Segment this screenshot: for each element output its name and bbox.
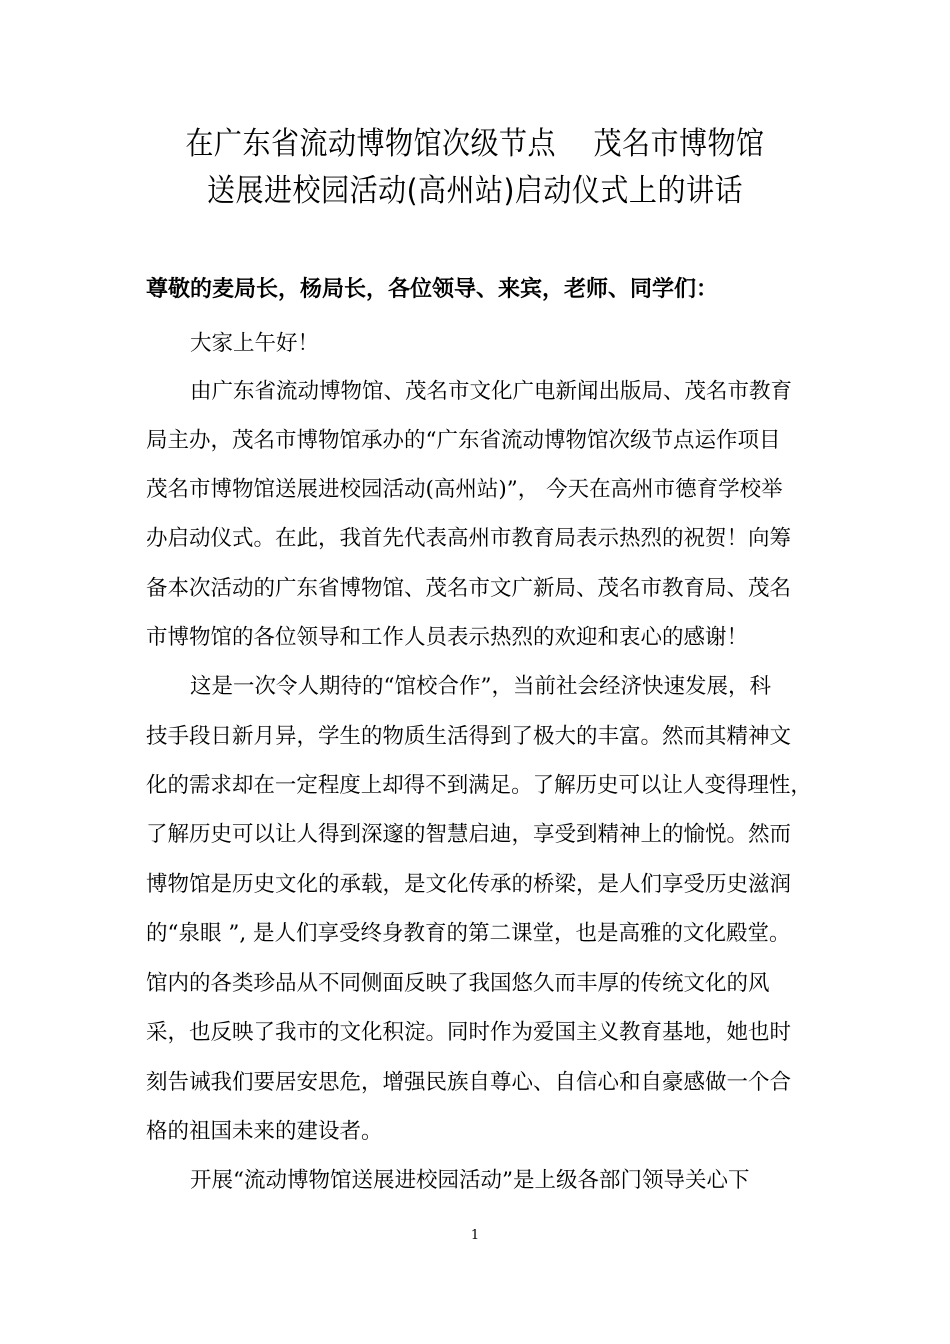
document-title-line-2: 送展进校园活动(高州站)启动仪式上的讲话 bbox=[207, 173, 743, 209]
body-line: 局主办，茂名市博物馆承办的“广东省流动博物馆次级节点运作项目 bbox=[146, 428, 781, 453]
body-line: 技手段日新月异，学生的物质生活得到了极大的丰富。然而其精神文 bbox=[146, 724, 792, 749]
salutation: 尊敬的麦局长，杨局长，各位领导、来宾，老师、同学们： bbox=[146, 277, 719, 302]
body-line: 格的祖国未来的建设者。 bbox=[146, 1119, 383, 1144]
body-line: 大家上午好！ bbox=[190, 331, 320, 356]
body-line: 办启动仪式。在此，我首先代表高州市教育局表示热烈的祝贺！向筹 bbox=[146, 526, 792, 551]
page-number: 1 bbox=[470, 1228, 480, 1243]
body-line: 由广东省流动博物馆、茂名市文化广电新闻出版局、茂名市教育 bbox=[190, 379, 793, 404]
body-line: 刻告诫我们要居安思危，增强民族自尊心、自信心和自豪感做一个合 bbox=[146, 1070, 792, 1095]
body-line: 茂名市博物馆送展进校园活动(高州站)”， 今天在高州市德育学校举 bbox=[146, 477, 783, 502]
body-line: 这是一次令人期待的“馆校合作”，当前社会经济快速发展，科 bbox=[190, 674, 771, 699]
body-line: 开展“流动博物馆送展进校园活动”是上级各部门领导关心下 bbox=[190, 1168, 750, 1193]
body-line: 备本次活动的广东省博物馆、茂名市文广新局、茂名市教育局、茂名 bbox=[146, 576, 792, 601]
body-line: 的“泉眼 ”, 是人们享受终身教育的第二课堂，也是高雅的文化殿堂。 bbox=[146, 921, 791, 946]
body-line: 博物馆是历史文化的承载，是文化传承的桥梁，是人们享受历史滋润 bbox=[146, 872, 792, 897]
body-line: 采，也反映了我市的文化积淀。同时作为爱国主义教育基地，她也时 bbox=[146, 1020, 792, 1045]
body-line: 化的需求却在一定程度上却得不到满足。了解历史可以让人变得理性， bbox=[146, 773, 812, 798]
body-line: 市博物馆的各位领导和工作人员表示热烈的欢迎和衷心的感谢！ bbox=[146, 625, 749, 650]
body-line: 馆内的各类珍品从不同侧面反映了我国悠久而丰厚的传统文化的风 bbox=[146, 971, 770, 996]
body-line: 了解历史可以让人得到深邃的智慧启迪，享受到精神上的愉悦。然而 bbox=[146, 822, 792, 847]
document-title-line-1: 在广东省流动博物馆次级节点 茂名市博物馆 bbox=[185, 126, 765, 162]
